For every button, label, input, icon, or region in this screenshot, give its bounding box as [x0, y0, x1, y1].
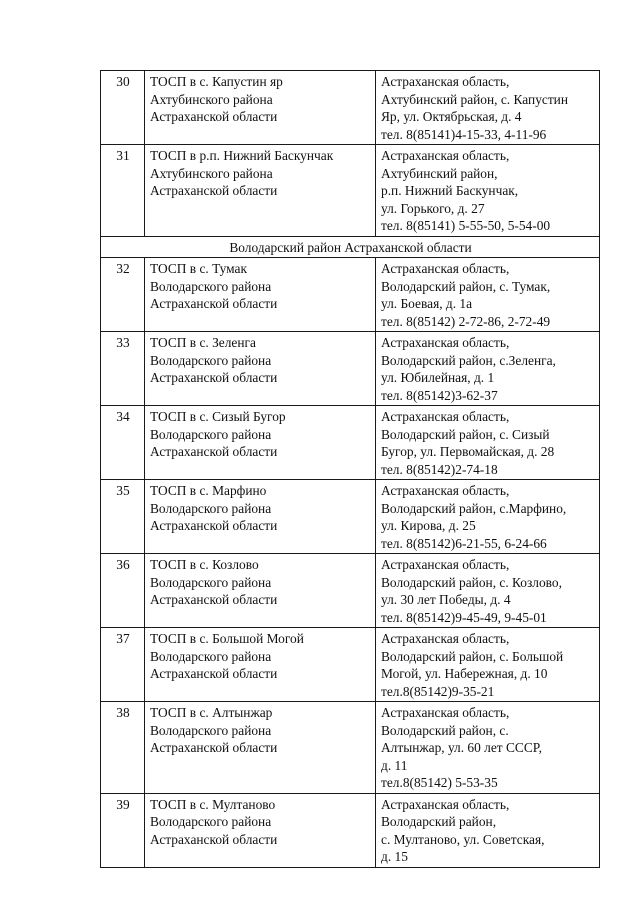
- office-name-line: Астраханской области: [150, 296, 278, 311]
- office-name-line: Володарского района: [150, 574, 272, 590]
- table-row: [101, 702, 600, 794]
- office-name-line: Астраханской области: [150, 740, 278, 755]
- address-line: тел.8(85142) 5-53-35: [381, 775, 498, 790]
- row-number: 38: [101, 702, 145, 794]
- office-name-line: Астраханской области: [150, 183, 278, 198]
- address-line: тел. 8(85142)3-62-37: [381, 387, 498, 403]
- office-name-line: Астраханской области: [150, 666, 278, 681]
- address-cell: [376, 793, 600, 867]
- address-line: Астраханская область,: [381, 705, 510, 720]
- office-name-cell: [145, 332, 376, 406]
- office-name-line: ТОСП в с. Тумак: [150, 261, 247, 276]
- row-number: 36: [101, 554, 145, 628]
- table-row: [101, 480, 600, 554]
- office-name-line: Володарского района: [150, 722, 272, 738]
- address-line: Володарский район, с.Марфино,: [381, 500, 567, 516]
- office-name-cell: [145, 258, 376, 332]
- address-line: д. 15: [381, 849, 408, 864]
- address-line: Могой, ул. Набережная, д. 10: [381, 666, 548, 681]
- address-line: тел. 8(85142)6-21-55, 6-24-66: [381, 535, 547, 551]
- address-line: Володарский район, с.: [381, 722, 509, 738]
- office-name-cell: [145, 145, 376, 237]
- row-number: 31: [101, 145, 145, 237]
- row-number: 37: [101, 628, 145, 702]
- address-line: Ахтубинский район,: [381, 165, 498, 181]
- office-name-cell: [145, 480, 376, 554]
- office-name-line: Володарского района: [150, 500, 272, 516]
- office-name-line: ТОСП в с. Мултаново: [150, 796, 276, 812]
- office-name-line: ТОСП в р.п. Нижний Баскунчак: [150, 148, 334, 163]
- address-cell: [376, 702, 600, 794]
- address-line: тел. 8(85141) 5-55-50, 5-54-00: [381, 218, 551, 233]
- table-row: [101, 71, 600, 145]
- address-line: Володарский район, с.Зеленга,: [381, 352, 556, 368]
- address-line: тел. 8(85142) 2-72-86, 2-72-49: [381, 313, 551, 329]
- address-line: Астраханская область,: [381, 335, 510, 350]
- address-line: д. 11: [381, 757, 408, 773]
- address-line: Володарский район, с. Сизый: [381, 426, 550, 442]
- address-line: Володарский район,: [381, 814, 497, 829]
- office-name-line: Володарского района: [150, 352, 272, 368]
- office-name-line: ТОСП в с. Сизый Бугор: [150, 409, 286, 424]
- table-row: [101, 554, 600, 628]
- office-name-line: Астраханской области: [150, 831, 278, 847]
- row-number: 39: [101, 793, 145, 867]
- address-cell: [376, 480, 600, 554]
- office-name-line: Ахтубинского района: [150, 91, 273, 107]
- office-name-line: ТОСП в с. Капустин яр: [150, 74, 283, 89]
- office-name-line: Ахтубинского района: [150, 165, 273, 181]
- table-row: [101, 793, 600, 867]
- office-name-line: Володарского района: [150, 814, 272, 829]
- row-number: 30: [101, 71, 145, 145]
- address-line: ул. Горького, д. 27: [381, 200, 485, 216]
- address-line: р.п. Нижний Баскунчак,: [381, 183, 519, 198]
- table-row: [101, 332, 600, 406]
- address-line: Астраханская область,: [381, 148, 510, 163]
- row-number: 32: [101, 258, 145, 332]
- office-name-line: ТОСП в с. Козлово: [150, 557, 259, 572]
- address-cell: [376, 145, 600, 237]
- address-line: Ахтубинский район, с. Капустин: [381, 91, 569, 107]
- section-row: [101, 236, 600, 258]
- office-name-cell: [145, 406, 376, 480]
- section-title: Володарский район Астраханской области: [101, 236, 600, 258]
- office-name-line: ТОСП в с. Марфино: [150, 483, 267, 498]
- table-row: [101, 406, 600, 480]
- address-line: Астраханская область,: [381, 557, 510, 572]
- address-line: ул. Кирова, д. 25: [381, 518, 476, 533]
- address-line: Бугор, ул. Первомайская, д. 28: [381, 444, 555, 459]
- office-name-line: Володарского района: [150, 278, 272, 294]
- address-line: тел. 8(85141)4-15-33, 4-11-96: [381, 126, 547, 142]
- address-line: Астраханская область,: [381, 261, 510, 276]
- address-line: ул. Юбилейная, д. 1: [381, 370, 495, 385]
- address-line: ул. Боевая, д. 1а: [381, 296, 473, 311]
- address-line: тел. 8(85142)9-45-49, 9-45-01: [381, 609, 547, 625]
- office-name-cell: [145, 628, 376, 702]
- office-name-line: Астраханской области: [150, 109, 278, 124]
- office-name-line: ТОСП в с. Зеленга: [150, 335, 256, 350]
- address-line: Яр, ул. Октябрьская, д. 4: [381, 109, 522, 124]
- address-cell: [376, 554, 600, 628]
- registry-table-body: [101, 71, 600, 868]
- table-row: [101, 258, 600, 332]
- office-name-line: Володарского района: [150, 426, 272, 442]
- address-cell: [376, 406, 600, 480]
- address-line: Алтынжар, ул. 60 лет СССР,: [381, 740, 542, 755]
- address-line: Володарский район, с. Большой: [381, 648, 564, 664]
- office-name-line: ТОСП в с. Большой Могой: [150, 631, 304, 646]
- address-line: ул. 30 лет Победы, д. 4: [381, 592, 511, 607]
- office-name-line: Астраханской области: [150, 370, 278, 385]
- registry-table: [100, 70, 600, 868]
- office-name-line: Астраханской области: [150, 518, 278, 533]
- address-cell: [376, 258, 600, 332]
- row-number: 34: [101, 406, 145, 480]
- address-line: тел. 8(85142)2-74-18: [381, 461, 498, 477]
- address-line: Астраханская область,: [381, 796, 510, 812]
- office-name-line: Астраханской области: [150, 592, 278, 607]
- address-line: Астраханская область,: [381, 74, 510, 89]
- address-line: Астраханская область,: [381, 631, 510, 646]
- table-row: [101, 145, 600, 237]
- address-line: Астраханская область,: [381, 483, 510, 498]
- office-name-cell: [145, 702, 376, 794]
- row-number: 33: [101, 332, 145, 406]
- office-name-line: Володарского района: [150, 648, 272, 664]
- address-line: Володарский район, с. Козлово,: [381, 574, 562, 590]
- address-cell: [376, 71, 600, 145]
- address-cell: [376, 628, 600, 702]
- office-name-cell: [145, 71, 376, 145]
- office-name-line: Астраханской области: [150, 444, 278, 459]
- office-name-cell: [145, 793, 376, 867]
- address-line: тел.8(85142)9-35-21: [381, 683, 495, 699]
- office-name-cell: [145, 554, 376, 628]
- address-line: Астраханская область,: [381, 409, 510, 424]
- address-line: Володарский район, с. Тумак,: [381, 278, 551, 294]
- address-cell: [376, 332, 600, 406]
- office-name-line: ТОСП в с. Алтынжар: [150, 705, 273, 720]
- row-number: 35: [101, 480, 145, 554]
- address-line: с. Мултаново, ул. Советская,: [381, 831, 545, 847]
- table-row: [101, 628, 600, 702]
